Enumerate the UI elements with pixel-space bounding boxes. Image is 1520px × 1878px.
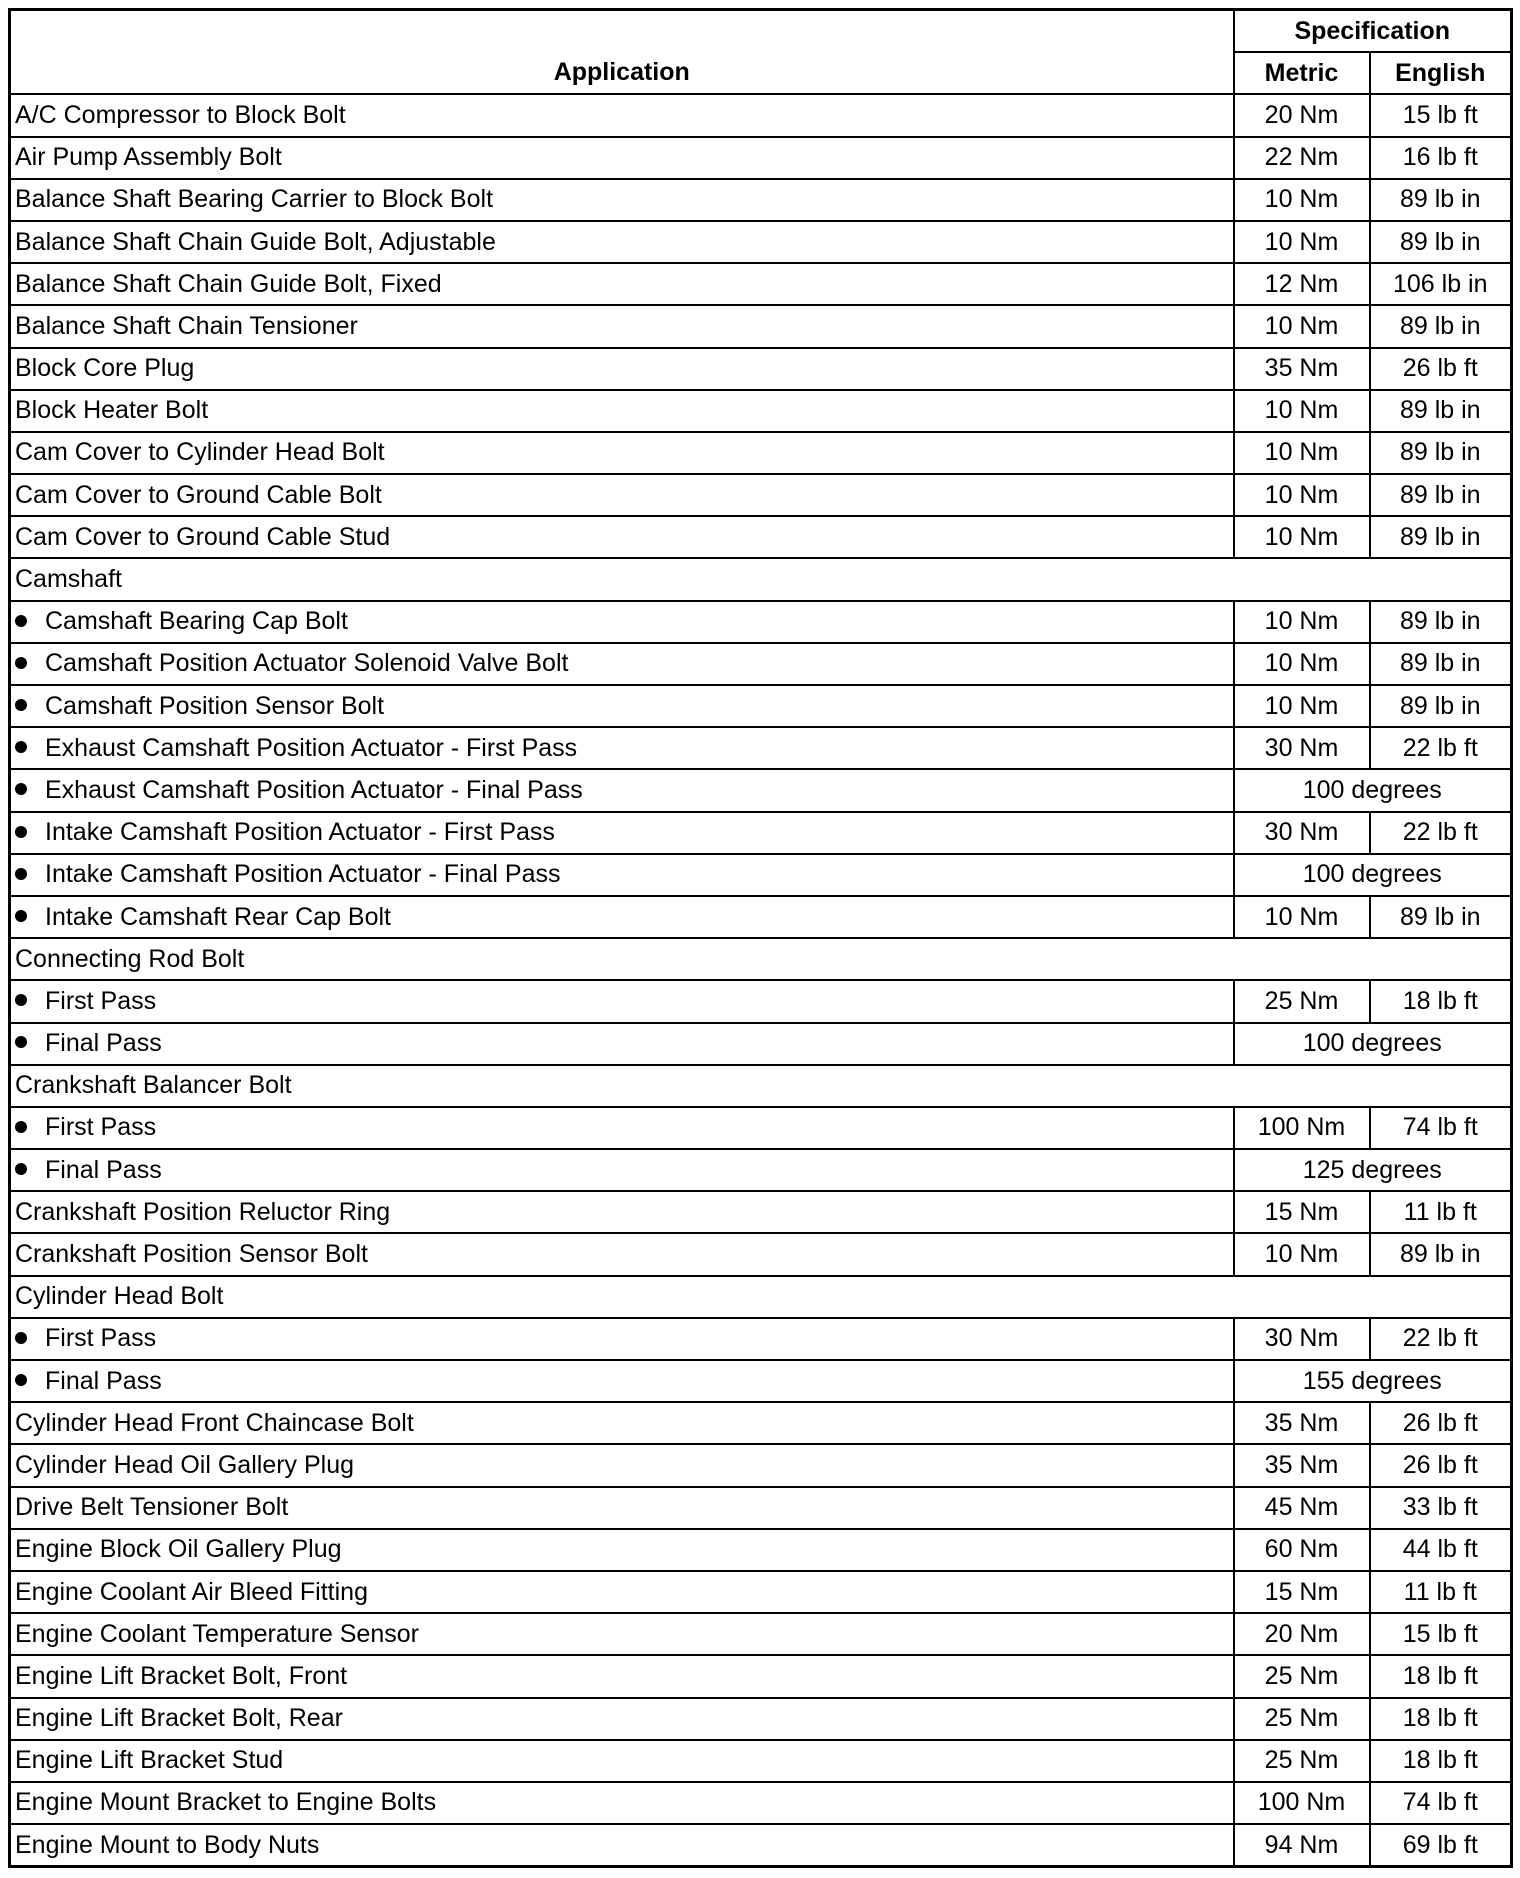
metric-value: 100 Nm bbox=[1234, 1782, 1370, 1824]
application-label: Cylinder Head Front Chaincase Bolt bbox=[10, 1402, 1234, 1444]
table-row bbox=[10, 94, 1512, 136]
bullet-icon bbox=[15, 615, 27, 627]
spec-angle-value: 125 degrees bbox=[1234, 1149, 1512, 1191]
table-row bbox=[10, 390, 1512, 432]
bullet-icon bbox=[15, 1036, 27, 1048]
table-row bbox=[10, 474, 1512, 516]
sub-item-cell bbox=[10, 601, 1234, 643]
metric-value: 25 Nm bbox=[1234, 1698, 1370, 1740]
table-row bbox=[10, 1191, 1512, 1233]
bullet-icon bbox=[15, 699, 27, 711]
table-header bbox=[10, 10, 1512, 95]
metric-value: 10 Nm bbox=[1234, 601, 1370, 643]
bullet-icon bbox=[15, 657, 27, 669]
sub-item-cell bbox=[10, 1149, 1234, 1191]
metric-value: 25 Nm bbox=[1234, 980, 1370, 1022]
table-row bbox=[10, 1487, 1512, 1529]
table-row bbox=[10, 769, 1512, 811]
application-label: Balance Shaft Chain Tensioner bbox=[10, 305, 1234, 347]
english-value: 89 lb in bbox=[1370, 221, 1512, 263]
table-row bbox=[10, 980, 1512, 1022]
metric-value: 10 Nm bbox=[1234, 432, 1370, 474]
english-value: 18 lb ft bbox=[1370, 1740, 1512, 1782]
table-row bbox=[10, 1698, 1512, 1740]
english-value: 74 lb ft bbox=[1370, 1782, 1512, 1824]
table-row bbox=[10, 1655, 1512, 1697]
english-value: 44 lb ft bbox=[1370, 1529, 1512, 1571]
table-row bbox=[10, 1402, 1512, 1444]
table-row bbox=[10, 601, 1512, 643]
english-value: 89 lb in bbox=[1370, 179, 1512, 221]
table-row bbox=[10, 432, 1512, 474]
metric-value: 10 Nm bbox=[1234, 1233, 1370, 1275]
english-value: 89 lb in bbox=[1370, 643, 1512, 685]
table-row bbox=[10, 1782, 1512, 1824]
english-value: 33 lb ft bbox=[1370, 1487, 1512, 1529]
metric-value: 10 Nm bbox=[1234, 896, 1370, 938]
application-label: Intake Camshaft Rear Cap Bolt bbox=[45, 902, 391, 931]
english-header: English bbox=[1370, 52, 1512, 94]
sub-item-cell bbox=[10, 685, 1234, 727]
group-label: Crankshaft Balancer Bolt bbox=[10, 1065, 1512, 1107]
table-row bbox=[10, 854, 1512, 896]
application-label: Balance Shaft Chain Guide Bolt, Adjustable bbox=[10, 221, 1234, 263]
bullet-icon bbox=[15, 868, 27, 880]
table-row bbox=[10, 1740, 1512, 1782]
table-row bbox=[10, 1276, 1512, 1318]
english-value: 74 lb ft bbox=[1370, 1107, 1512, 1149]
application-label: Balance Shaft Chain Guide Bolt, Fixed bbox=[10, 263, 1234, 305]
application-label: First Pass bbox=[45, 1113, 157, 1142]
table-row bbox=[10, 516, 1512, 558]
application-label: Intake Camshaft Position Actuator - First Pass bbox=[45, 818, 555, 847]
metric-value: 25 Nm bbox=[1234, 1655, 1370, 1697]
application-label: Exhaust Camshaft Position Actuator - Final Pass bbox=[45, 775, 583, 804]
application-label: Cam Cover to Ground Cable Stud bbox=[10, 516, 1234, 558]
table-row bbox=[10, 1571, 1512, 1613]
sub-item-cell bbox=[10, 1360, 1234, 1402]
table-row bbox=[10, 1149, 1512, 1191]
english-value: 106 lb in bbox=[1370, 263, 1512, 305]
spec-angle-value: 100 degrees bbox=[1234, 1023, 1512, 1065]
bullet-icon bbox=[15, 1332, 27, 1344]
english-value: 89 lb in bbox=[1370, 474, 1512, 516]
torque-spec-table bbox=[8, 8, 1513, 1868]
table-row bbox=[10, 558, 1512, 600]
english-value: 89 lb in bbox=[1370, 601, 1512, 643]
application-label: Balance Shaft Bearing Carrier to Block Bolt bbox=[10, 179, 1234, 221]
english-value: 89 lb in bbox=[1370, 432, 1512, 474]
application-label: A/C Compressor to Block Bolt bbox=[10, 94, 1234, 136]
metric-value: 20 Nm bbox=[1234, 1613, 1370, 1655]
application-label: Air Pump Assembly Bolt bbox=[10, 137, 1234, 179]
table-row bbox=[10, 1107, 1512, 1149]
application-label: Engine Mount Bracket to Engine Bolts bbox=[10, 1782, 1234, 1824]
table-row bbox=[10, 1444, 1512, 1486]
application-label: Engine Lift Bracket Bolt, Rear bbox=[10, 1698, 1234, 1740]
metric-value: 30 Nm bbox=[1234, 812, 1370, 854]
sub-item-cell bbox=[10, 727, 1234, 769]
sub-item-cell bbox=[10, 1023, 1234, 1065]
metric-value: 35 Nm bbox=[1234, 1402, 1370, 1444]
english-value: 89 lb in bbox=[1370, 1233, 1512, 1275]
application-label: Drive Belt Tensioner Bolt bbox=[10, 1487, 1234, 1529]
application-label: Engine Block Oil Gallery Plug bbox=[10, 1529, 1234, 1571]
table-row bbox=[10, 263, 1512, 305]
sub-item-cell bbox=[10, 896, 1234, 938]
metric-value: 15 Nm bbox=[1234, 1571, 1370, 1613]
spec-angle-value: 100 degrees bbox=[1234, 854, 1512, 896]
bullet-icon bbox=[15, 1163, 27, 1175]
application-label: Engine Coolant Air Bleed Fitting bbox=[10, 1571, 1234, 1613]
table-row bbox=[10, 685, 1512, 727]
table-row bbox=[10, 812, 1512, 854]
table-row bbox=[10, 1824, 1512, 1867]
table-row bbox=[10, 643, 1512, 685]
table-row bbox=[10, 727, 1512, 769]
metric-header: Metric bbox=[1234, 52, 1370, 94]
metric-value: 15 Nm bbox=[1234, 1191, 1370, 1233]
application-label: Final Pass bbox=[45, 1366, 162, 1395]
english-value: 26 lb ft bbox=[1370, 1402, 1512, 1444]
metric-value: 25 Nm bbox=[1234, 1740, 1370, 1782]
bullet-icon bbox=[15, 994, 27, 1006]
group-label: Connecting Rod Bolt bbox=[10, 938, 1512, 980]
metric-value: 30 Nm bbox=[1234, 727, 1370, 769]
sub-item-cell bbox=[10, 812, 1234, 854]
group-label: Cylinder Head Bolt bbox=[10, 1276, 1512, 1318]
english-value: 11 lb ft bbox=[1370, 1571, 1512, 1613]
header-row-top bbox=[10, 10, 1512, 53]
metric-value: 10 Nm bbox=[1234, 305, 1370, 347]
sub-item-cell bbox=[10, 1318, 1234, 1360]
metric-value: 20 Nm bbox=[1234, 94, 1370, 136]
english-value: 11 lb ft bbox=[1370, 1191, 1512, 1233]
table-row bbox=[10, 1065, 1512, 1107]
metric-value: 45 Nm bbox=[1234, 1487, 1370, 1529]
english-value: 18 lb ft bbox=[1370, 1698, 1512, 1740]
table-row bbox=[10, 896, 1512, 938]
metric-value: 22 Nm bbox=[1234, 137, 1370, 179]
metric-value: 35 Nm bbox=[1234, 1444, 1370, 1486]
application-label: Exhaust Camshaft Position Actuator - First Pass bbox=[45, 733, 578, 762]
metric-value: 10 Nm bbox=[1234, 390, 1370, 432]
english-value: 89 lb in bbox=[1370, 516, 1512, 558]
bullet-icon bbox=[15, 826, 27, 838]
application-label: Block Heater Bolt bbox=[10, 390, 1234, 432]
application-label: Crankshaft Position Sensor Bolt bbox=[10, 1233, 1234, 1275]
sub-item-cell bbox=[10, 769, 1234, 811]
metric-value: 10 Nm bbox=[1234, 179, 1370, 221]
english-value: 22 lb ft bbox=[1370, 727, 1512, 769]
application-label: First Pass bbox=[45, 1324, 157, 1353]
english-value: 16 lb ft bbox=[1370, 137, 1512, 179]
english-value: 26 lb ft bbox=[1370, 348, 1512, 390]
application-label: Camshaft Position Actuator Solenoid Valve Bolt bbox=[45, 649, 569, 678]
application-label: Final Pass bbox=[45, 1155, 162, 1184]
english-value: 89 lb in bbox=[1370, 685, 1512, 727]
application-label: Camshaft Position Sensor Bolt bbox=[45, 691, 385, 720]
table-row bbox=[10, 221, 1512, 263]
application-label: First Pass bbox=[45, 986, 157, 1015]
metric-value: 10 Nm bbox=[1234, 221, 1370, 263]
table-row bbox=[10, 1360, 1512, 1402]
sub-item-cell bbox=[10, 1107, 1234, 1149]
application-label: Cam Cover to Cylinder Head Bolt bbox=[10, 432, 1234, 474]
table-row bbox=[10, 348, 1512, 390]
application-label: Cylinder Head Oil Gallery Plug bbox=[10, 1444, 1234, 1486]
english-value: 89 lb in bbox=[1370, 896, 1512, 938]
bullet-icon bbox=[15, 783, 27, 795]
group-label: Camshaft bbox=[10, 558, 1512, 600]
metric-value: 60 Nm bbox=[1234, 1529, 1370, 1571]
sub-item-cell bbox=[10, 643, 1234, 685]
english-value: 15 lb ft bbox=[1370, 1613, 1512, 1655]
application-label: Crankshaft Position Reluctor Ring bbox=[10, 1191, 1234, 1233]
bullet-icon bbox=[15, 1121, 27, 1133]
metric-value: 94 Nm bbox=[1234, 1824, 1370, 1867]
english-value: 26 lb ft bbox=[1370, 1444, 1512, 1486]
sub-item-cell bbox=[10, 854, 1234, 896]
english-value: 89 lb in bbox=[1370, 305, 1512, 347]
application-header: Application bbox=[10, 10, 1234, 95]
table-row bbox=[10, 179, 1512, 221]
application-label: Intake Camshaft Position Actuator - Final Pass bbox=[45, 860, 561, 889]
table-body bbox=[10, 94, 1512, 1866]
application-label: Camshaft Bearing Cap Bolt bbox=[45, 607, 348, 636]
application-label: Engine Lift Bracket Bolt, Front bbox=[10, 1655, 1234, 1697]
application-label: Engine Mount to Body Nuts bbox=[10, 1824, 1234, 1867]
bullet-icon bbox=[15, 910, 27, 922]
table-row bbox=[10, 1023, 1512, 1065]
sub-item-cell bbox=[10, 980, 1234, 1022]
metric-value: 10 Nm bbox=[1234, 643, 1370, 685]
metric-value: 30 Nm bbox=[1234, 1318, 1370, 1360]
table-row bbox=[10, 137, 1512, 179]
metric-value: 12 Nm bbox=[1234, 263, 1370, 305]
english-value: 22 lb ft bbox=[1370, 1318, 1512, 1360]
application-label: Engine Coolant Temperature Sensor bbox=[10, 1613, 1234, 1655]
table-row bbox=[10, 938, 1512, 980]
table-row bbox=[10, 1529, 1512, 1571]
table-row bbox=[10, 1613, 1512, 1655]
metric-value: 100 Nm bbox=[1234, 1107, 1370, 1149]
spec-angle-value: 100 degrees bbox=[1234, 769, 1512, 811]
english-value: 69 lb ft bbox=[1370, 1824, 1512, 1867]
application-label: Final Pass bbox=[45, 1029, 162, 1058]
application-label: Engine Lift Bracket Stud bbox=[10, 1740, 1234, 1782]
english-value: 18 lb ft bbox=[1370, 980, 1512, 1022]
bullet-icon bbox=[15, 741, 27, 753]
english-value: 18 lb ft bbox=[1370, 1655, 1512, 1697]
bullet-icon bbox=[15, 1374, 27, 1386]
application-label: Block Core Plug bbox=[10, 348, 1234, 390]
table-row bbox=[10, 1318, 1512, 1360]
table-row bbox=[10, 305, 1512, 347]
english-value: 22 lb ft bbox=[1370, 812, 1512, 854]
table-row bbox=[10, 1233, 1512, 1275]
english-value: 89 lb in bbox=[1370, 390, 1512, 432]
metric-value: 10 Nm bbox=[1234, 516, 1370, 558]
specification-header: Specification bbox=[1234, 10, 1512, 53]
metric-value: 10 Nm bbox=[1234, 685, 1370, 727]
spec-angle-value: 155 degrees bbox=[1234, 1360, 1512, 1402]
application-label: Cam Cover to Ground Cable Bolt bbox=[10, 474, 1234, 516]
english-value: 15 lb ft bbox=[1370, 94, 1512, 136]
metric-value: 35 Nm bbox=[1234, 348, 1370, 390]
metric-value: 10 Nm bbox=[1234, 474, 1370, 516]
